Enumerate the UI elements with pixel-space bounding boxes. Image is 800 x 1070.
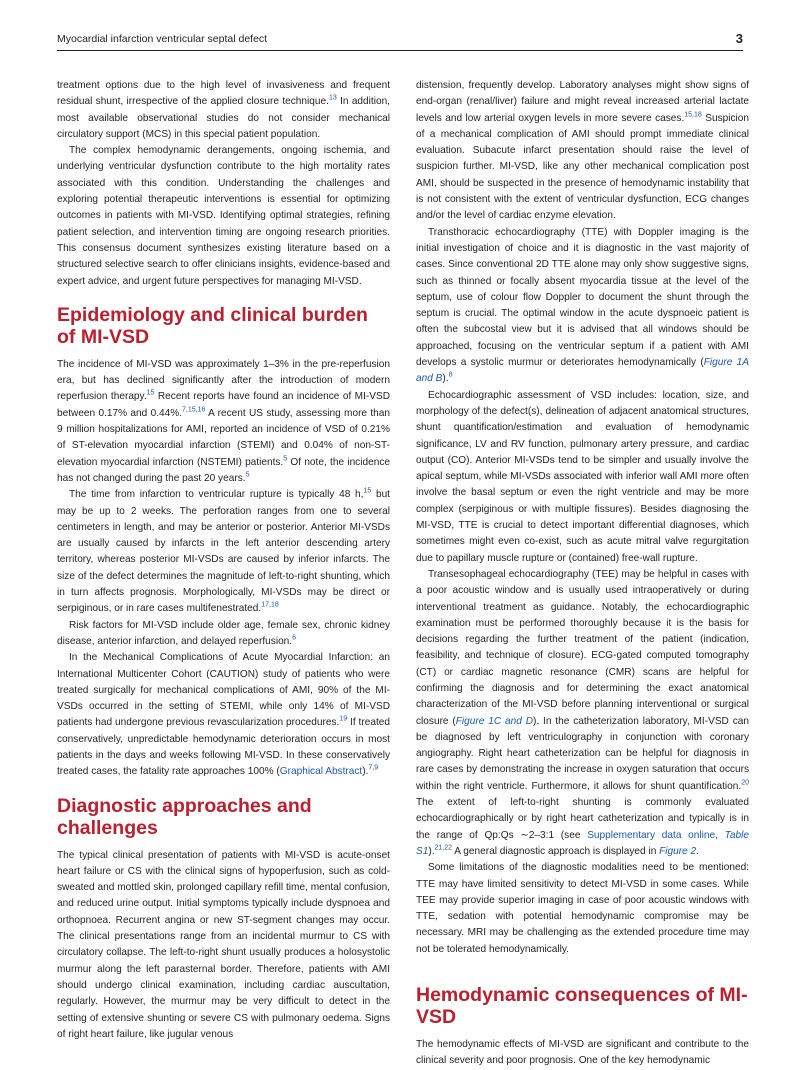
- citation[interactable]: 17,18: [261, 601, 279, 609]
- paragraph: Transthoracic echocardiography (TTE) with Doppler imaging is the initial investigation of choice and it is diagnostic in the vast majority of cases. Since conventional 2D TTE alone may only show suggestive signs, such as thinned or focally absent myocardia tissue at the level of the septum, use of colour flow Doppler to document the shunt through the septum is crucial. The optimal window in the acute dyspnoeic patient is often the subcostal view but it is advised that all windows should be approached, focusing on the ventricular septum if a patient with AMI develops a systolic murmur or deteriorates hemodynamically (Figure 1A and B).$^8$: [416, 226, 750, 385]
- paragraph: distension, frequently develop. Laboratory analyses might show signs of end-organ (renal/liver) failure and might reveal increased arterial lactate levels and low arterial oxygen levels in more severe cases.$^{15,18}$ Suspicion of a mechanical complication of AMI should prompt immediate clinical evaluation. Subacute infarct presentation should raise the level of suspicion further. MI-VSD, like any other mechanical complication post AMI, should be suspected in the presence of hemodynamic instability that is not consistent with the extent of ventricular dysfunction, ECG changes and/or the level of cardiac enzyme elevation.: [416, 80, 749, 222]
- paragraph: The incidence of MI-VSD was approximately 1–3% in the pre-reperfusion era, but has declined significantly after the introduction of modern reperfusion therapy.$^{15}$ Recent reports have found an incidence of MI-VSD between 0.17% and 0.44%.$^{7,15,16}$ A recent US study, assessing more than 9 million hospitalizations for AMI, reported an incidence of VSD of 0.21% of ST-elevation myocardial infarction (STEMI) and 0.04% of non-ST-elevation myocardial infarction (NSTEMI) patients.$^5$ Of note, the incidence has not changed during the past 20 years.$^5$: [57, 358, 391, 484]
- left-column: [57, 78, 390, 1043]
- citation[interactable]: 20: [741, 779, 749, 787]
- paragraph: The time from infarction to ventricular rupture is typically 48 h,$^{15}$ but may be up to 2 weeks. The perforation ranges from one to several centimeters in length, and may be anterior or posterior. Anterior MI-VSDs are usually caused by infarcts in the left anterior descending artery territory, whereas posterior MI-VSDs are caused by inferior infarcts. The size of the defect determines the magnitude of left-to-right shunting, which in turn affects prognosis. Morphologically, MI-VSDs may be direct or serpiginous, or in rare cases multifenestrated.$^{17,18}$: [57, 487, 390, 615]
- citation[interactable]: 5: [283, 455, 288, 463]
- paragraph: Echocardiographic assessment of VSD includes: location, size, and morphology of the defect(s), delineation of adjacent anatomical structures, shunt quantification/estimation and evaluation of hemodynamic significance, LV and RV function, pulmonary artery pressure, and cardiac output (CO). Anterior MI-VSDs tend to be simpler and usually involve the apical septum, while MI-VSDs associated with inferior wall AMI more often involve the basal septum or even the right ventricle and may be more complex (serpiginous or with multiple fissures). Besides diagnosing the MI-VSD, TTE is crucial to detect important differential diagnoses, which sometimes might even co-exist, such as acute mitral valve regurgitation due to papillary muscle rupture or (contained) free-wall rupture.: [416, 389, 749, 564]
- citation[interactable]: 13: [328, 94, 337, 102]
- paragraph: Some limitations of the diagnostic modalities need to be mentioned: TTE may have limited sensitivity to detect MI-VSD in some cases. While TEE may provide superior imaging in case of poor acoustic windows with TTE, sedation with potential hemodynamic compromise may be necessary. MRI may be challenging as the extended procedure time may not be tolerated hemodynamically.: [416, 862, 749, 955]
- section-heading-diagnostic: Diagnostic approaches and challenges: [57, 794, 312, 839]
- paragraph: Risk factors for MI-VSD include older age, female sex, chronic kidney disease, anterior infarction, and delayed reperfusion.$^6$: [57, 619, 390, 647]
- citation[interactable]: 21,22: [434, 844, 453, 852]
- citation[interactable]: 8: [448, 371, 453, 379]
- right-column: [416, 78, 749, 1070]
- citation[interactable]: 15: [363, 487, 372, 495]
- graphical-abstract-link[interactable]: Graphical Abstract: [279, 766, 363, 778]
- section-heading-epidemiology: Epidemiology and clinical burden of MI-VSD: [57, 303, 368, 348]
- citation[interactable]: 7,9: [368, 764, 379, 772]
- page-header: [57, 28, 743, 51]
- paragraph: treatment options due to the high level of invasiveness and frequent residual shunt, irrespective of the applied closure technique.$^{13}$ In addition, most available observational studies do not consider mechanical circulatory support (MCS) in this special patient population.: [57, 80, 390, 140]
- paragraph: The hemodynamic effects of MI-VSD are significant and contribute to the clinical severity and poor prognosis. One of the key hemodynamic: [416, 1039, 749, 1067]
- figure-link[interactable]: Figure 2: [659, 845, 697, 857]
- citation[interactable]: 19: [339, 716, 348, 724]
- citation[interactable]: 15,18: [684, 111, 702, 119]
- paragraph: Transesophageal echocardiography (TEE) may be helpful in cases with a poor acoustic window and is usually used intraoperatively or during interventional treatment as guidance. Notably, the echocardiographic examination must be performed thoroughly because it is the basis for decisions regarding the further treatment of the patient (indication, feasibility, and technique of closure). ECG-gated computed tomography (CT) or cardiac magnetic resonance (CMR) scans are helpful for confirming the diagnosis and for determining the exact anatomical characterization of the MI-VSD before planning interventional or surgical closure (Figure 1C and D). In the catheterization laboratory, MI-VSD can be diagnosed by left ventriculography in conjunction with coronary angiography. Right heart catheterization can be helpful for diagnosis in rare cases by demonstrating the increase in oxygen saturation that occurs within the right ventricle. Furthermore, it allows for shunt quantification.$^{20}$ The extent of left-to-right shunting is commonly evaluated echocardiographically or by right heart catheterization and typically is in the range of Qp:Qs ∼2–3:1 (see Supplementary data online, Table S1).$^{21,22}$ A general diagnostic approach is displayed in Figure 2.: [416, 568, 749, 857]
- paragraph: The typical clinical presentation of patients with MI-VSD is acute-onset heart failure or CS with the clinical signs of hypoperfusion, such as cold-sweated and mottled skin, prolonged capillary refill time, mental confusion, and reduced urine output. Initial symptoms typically include dyspnoea and orthopnoea. Recurrent angina or new ST-segment changes may occur. The clinical presentations range from an incidental murmur to CS with circulatory collapse. The left-to-right shunt usually produces a holosystolic murmur along the left parasternal border. Therefore, patients with AMI should undergo clinical examination, including cardiac auscultation, regularly. However, the murmur may be very difficult to detect in the setting of extensive shunting or severe CS with pulmonary oedema. Signs of right heart failure, like jugular venous: [57, 849, 390, 1040]
- citation[interactable]: 5: [245, 471, 250, 479]
- citation[interactable]: 6: [292, 634, 297, 642]
- paragraph: In the Mechanical Complications of Acute Myocardial Infarction: an International Multicenter Cohort (CAUTION) study of patients who were treated surgically for mechanical complications of AMI, 90% of the MI-VSDs occurred in the setting of STEMI, while only 14% of MI-VSD patients had undergone previous revascularization procedures.$^{19}$ If treated conservatively, unpredictable hemodynamic deterioration occurs in most patients in the days and weeks following MI-VSD. In these conservatively treated cases, the fatality rate approaches 100% (Graphical Abstract).$^{7,9}$: [57, 652, 390, 778]
- figure-link[interactable]: Figure 1A and B: [416, 357, 750, 385]
- table-link[interactable]: Table S1: [416, 829, 749, 857]
- page-number: 3: [735, 31, 743, 46]
- supplementary-link[interactable]: Supplementary data online,: [587, 829, 725, 841]
- citation[interactable]: 15: [146, 390, 155, 398]
- running-title: Myocardial infarction ventricular septal defect: [57, 33, 268, 45]
- citation[interactable]: 7,15,16: [182, 406, 206, 414]
- figure-link[interactable]: Figure 1C and D: [455, 715, 533, 727]
- section-heading-hemodynamic: Hemodynamic consequences of MI-VSD: [416, 984, 748, 1029]
- paragraph: The complex hemodynamic derangements, ongoing ischemia, and underlying ventricular dysfunction contribute to the high mortality rates associated with this condition. Understanding the challenges and exploring potential therapeutic interventions is essential for optimizing outcomes in patients with MI-VSD. Identifying optimal strategies, refining patient selection, and intervention timing are ongoing research priorities. This consensus document synthesizes existing literature based on a structured selective search to offer clinicians insights, evidence-based and expert advice, and urgent future perspectives for managing MI-VSD.: [57, 145, 390, 287]
